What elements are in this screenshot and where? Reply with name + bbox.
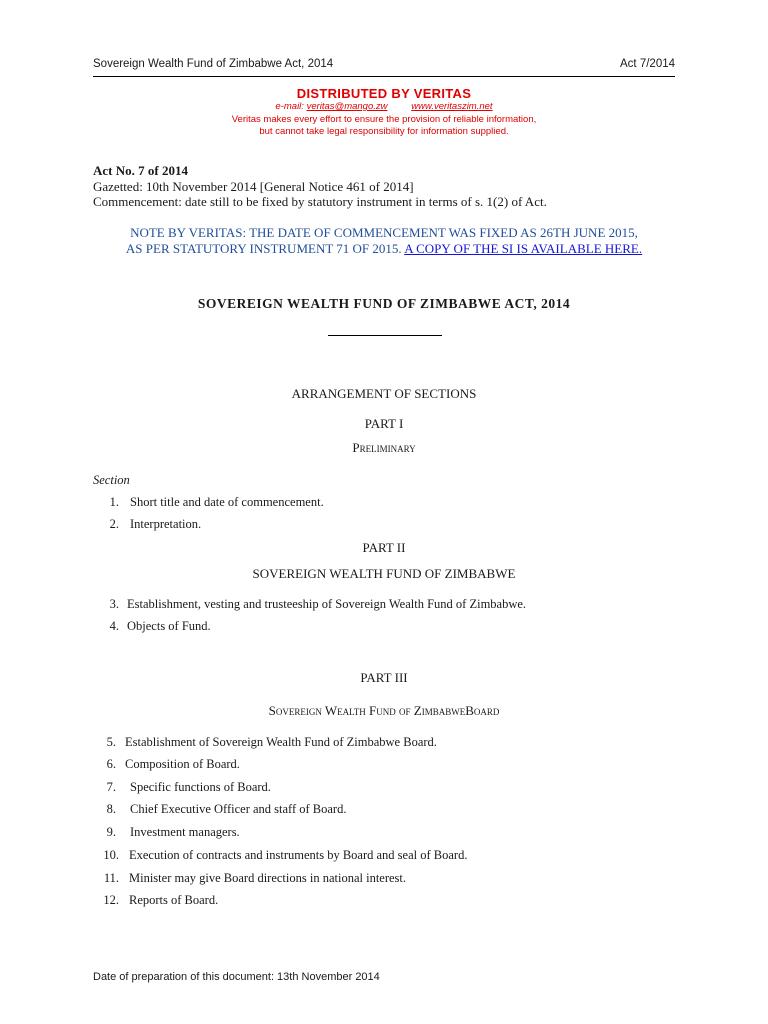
section-number: 2. [109,517,119,531]
section-number: 1. [109,495,119,509]
section-title: Minister may give Board directions in national interest. [129,871,407,885]
section-number: 3. [109,597,119,611]
part-3-heading: Sovereign Wealth Fund of ZimbabweBoard [268,703,500,718]
section-item [93,848,713,864]
website-link[interactable]: www.veritaszim.net [411,101,493,112]
part-1-label: PART I [364,416,404,431]
section-title: Specific functions of Board. [130,780,271,794]
section-title: Objects of Fund. [127,619,211,633]
section-number: 11. [103,871,119,885]
distributor-contacts [0,101,768,112]
section-number: 8. [106,802,116,816]
section-title: Establishment, vesting and trusteeship of Sovereign Wealth Fund of Zimbabwe. [127,597,527,611]
title-divider [328,335,442,336]
disclaimer-line-1: Veritas makes every effort to ensure the provision of reliable information, [231,114,537,125]
act-gazetted: Gazetted: 10th November 2014 [General Notice 461 of 2014] [93,179,414,194]
section-title: Short title and date of commencement. [130,495,324,509]
section-item [93,802,713,818]
section-title: Composition of Board. [125,757,240,771]
section-item [93,735,713,751]
section-item [93,893,713,909]
part-3-label: PART III [360,670,408,685]
si-copy-link[interactable]: A COPY OF THE SI IS AVAILABLE HERE. [404,241,643,256]
veritas-note-line-1: NOTE BY VERITAS: THE DATE OF COMMENCEMENT WAS FIXED AS 26TH JUNE 2015, [130,225,638,240]
header-title: Sovereign Wealth Fund of Zimbabwe Act, 2014 [93,58,334,70]
preparation-date-footer: Date of preparation of this document: 13th November 2014 [93,971,380,983]
section-item [93,495,693,511]
veritas-note [0,225,768,257]
email-label: e-mail: [275,101,307,112]
running-header [93,58,675,77]
act-commencement: Commencement: date still to be fixed by statutory instrument in terms of s. 1(2) of Act. [93,194,547,209]
section-number: 10. [103,848,119,862]
section-title: Interpretation. [130,517,202,531]
veritas-note-text: AS PER STATUTORY INSTRUMENT 71 OF 2015. [125,241,405,256]
section-title: Reports of Board. [129,893,219,907]
arrangement-heading: ARRANGEMENT OF SECTIONS [291,386,477,401]
section-item [93,871,713,887]
section-number: 12. [103,893,119,907]
section-item [93,757,713,773]
section-title: Execution of contracts and instruments by Board and seal of Board. [129,848,468,862]
section-number: 6. [106,757,116,771]
section-title: Establishment of Sovereign Wealth Fund of Zimbabwe Board. [125,735,437,749]
section-number: 7. [106,780,116,794]
distributor-title: DISTRIBUTED BY VERITAS [296,86,472,101]
document-title: SOVEREIGN WEALTH FUND OF ZIMBABWE ACT, 2014 [197,296,571,311]
part-2-heading: SOVEREIGN WEALTH FUND OF ZIMBABWE [252,566,516,581]
email-link[interactable]: veritas@mango.zw [306,101,388,112]
act-number: Act No. 7 of 2014 [93,163,188,178]
section-column-label: Section [93,473,130,487]
section-item [93,619,693,635]
part-1-heading: Preliminary [352,440,416,455]
part-2-label: PART II [362,540,406,555]
section-item [93,825,713,841]
header-act-ref: Act 7/2014 [620,58,675,70]
section-number: 9. [106,825,116,839]
veritas-note-line-2 [0,241,768,257]
section-number: 5. [106,735,116,749]
disclaimer-line-2: but cannot take legal responsibility for information supplied. [259,126,509,137]
section-title: Investment managers. [130,825,240,839]
section-item [93,780,713,796]
section-item [93,517,693,533]
section-number: 4. [109,619,119,633]
section-title: Chief Executive Officer and staff of Board. [130,802,347,816]
section-item [93,597,693,613]
